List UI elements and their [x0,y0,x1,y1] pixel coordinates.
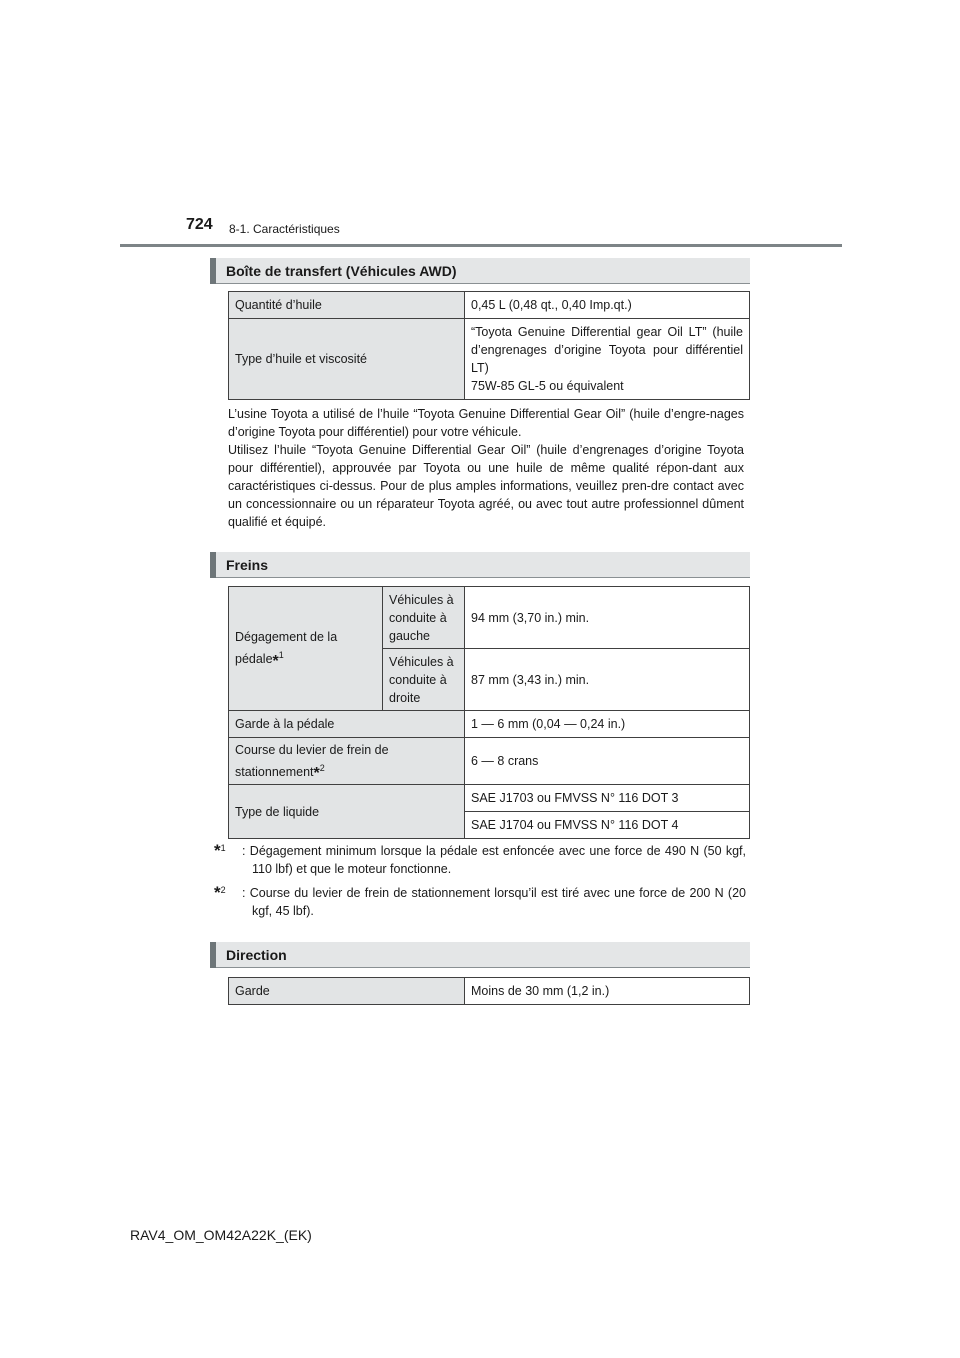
table-cell-label: Garde [229,978,465,1005]
table-cell-value: 87 mm (3,43 in.) min. [465,649,750,711]
table-row [229,711,750,738]
table-row [229,978,750,1005]
table-cell-value [465,319,750,400]
table-cell-label: Quantité d’huile [229,292,465,319]
table-row [229,319,750,400]
section-transfer-heading [210,258,750,284]
table-row [229,738,750,785]
table-row [229,785,750,812]
footnote-star: * [214,841,221,860]
footnote-star: * [313,765,320,783]
table-cell-label [229,738,465,785]
document-code: RAV4_OM_OM42A22K_(EK) [130,1227,312,1243]
table-cell-label: Véhicules à conduite à gauche [383,587,465,649]
table-cell-value: 1 — 6 mm (0,04 — 0,24 in.) [465,711,750,738]
paragraph-line: Utilisez l’huile “Toyota Genuine Differential Gear Oil” (huile d’engrenages d’origine Toyota pour différentiel), approuvée par Toyota ou une huile de même qualité répon-dant aux caractéristiques ci-dessus. Pour de plus amples informations, veuillez pren-dre contact avec un concessionnaire ou un réparateur Toyota agréé, ou avec tout autre professionnel dûment qualifié et équipé. [228,443,744,529]
footnote-marker [214,884,242,904]
table-cell-value: Moins de 30 mm (1,2 in.) [465,978,750,1005]
section-brakes-heading [210,552,750,578]
chapter-title: 8-1. Caractéristiques [229,222,340,236]
page-number: 724 [186,216,213,233]
table-row [229,292,750,319]
table-cell-value: SAE J1704 ou FMVSS N° 116 DOT 4 [465,812,750,839]
transfer-table [228,291,750,400]
footnote-number: 2 [319,763,325,773]
brakes-table [228,586,750,839]
table-cell-label: Garde à la pédale [229,711,465,738]
table-cell-label: Type d’huile et viscosité [229,319,465,400]
transfer-paragraph [228,405,744,531]
footnote-text: : Course du levier de frein de stationnement lorsqu’il est tiré avec une force de 200 N (20 kgf, 45 lbf). [242,886,746,918]
paragraph-line: L’usine Toyota a utilisé de l’huile “Toyota Genuine Differential Gear Oil” (huile d’engre-nages d’origine Toyota pour différentiel) pour votre véhicule. [228,407,744,439]
table-cell-value: 94 mm (3,70 in.) min. [465,587,750,649]
footnote-1 [214,842,746,878]
table-cell-label [229,587,383,711]
footnote-number: 1 [220,843,226,853]
footnote-star: * [272,652,279,670]
footnote-marker [214,842,242,862]
section-bar [210,258,216,284]
table-cell-value: 6 — 8 crans [465,738,750,785]
section-title: Direction [226,947,287,963]
footnote-number: 2 [220,885,226,895]
section-bar [210,942,216,968]
table-cell-label: Type de liquide [229,785,465,839]
table-cell-label: Véhicules à conduite à droite [383,649,465,711]
table-cell-value: SAE J1703 ou FMVSS N° 116 DOT 3 [465,785,750,812]
table-cell-value: 0,45 L (0,48 qt., 0,40 Imp.qt.) [465,292,750,319]
footnote-text: : Dégagement minimum lorsque la pédale est enfoncée avec une force de 490 N (50 kgf, 110 lbf) et que le moteur fonctionne. [242,844,746,876]
header-rule [120,244,842,247]
lever-label: Course du levier de frein de stationnement [235,743,389,780]
footnote-number: 1 [278,650,284,661]
section-steering-heading [210,942,750,968]
steering-table [228,977,750,1005]
section-title: Boîte de transfert (Véhicules AWD) [226,263,457,279]
pedal-label: Dégagement de la pédale [235,630,338,667]
footnote-2 [214,884,746,920]
table-row [229,587,750,649]
oil-grade-value: 75W-85 GL-5 ou équivalent [471,379,624,393]
section-title: Freins [226,557,269,573]
footnote-star: * [214,883,221,902]
section-bar [210,552,216,578]
oil-type-value: “Toyota Genuine Differential gear Oil LT” (huile d’engrenages d’origine Toyota pour différentiel LT) [471,325,743,375]
